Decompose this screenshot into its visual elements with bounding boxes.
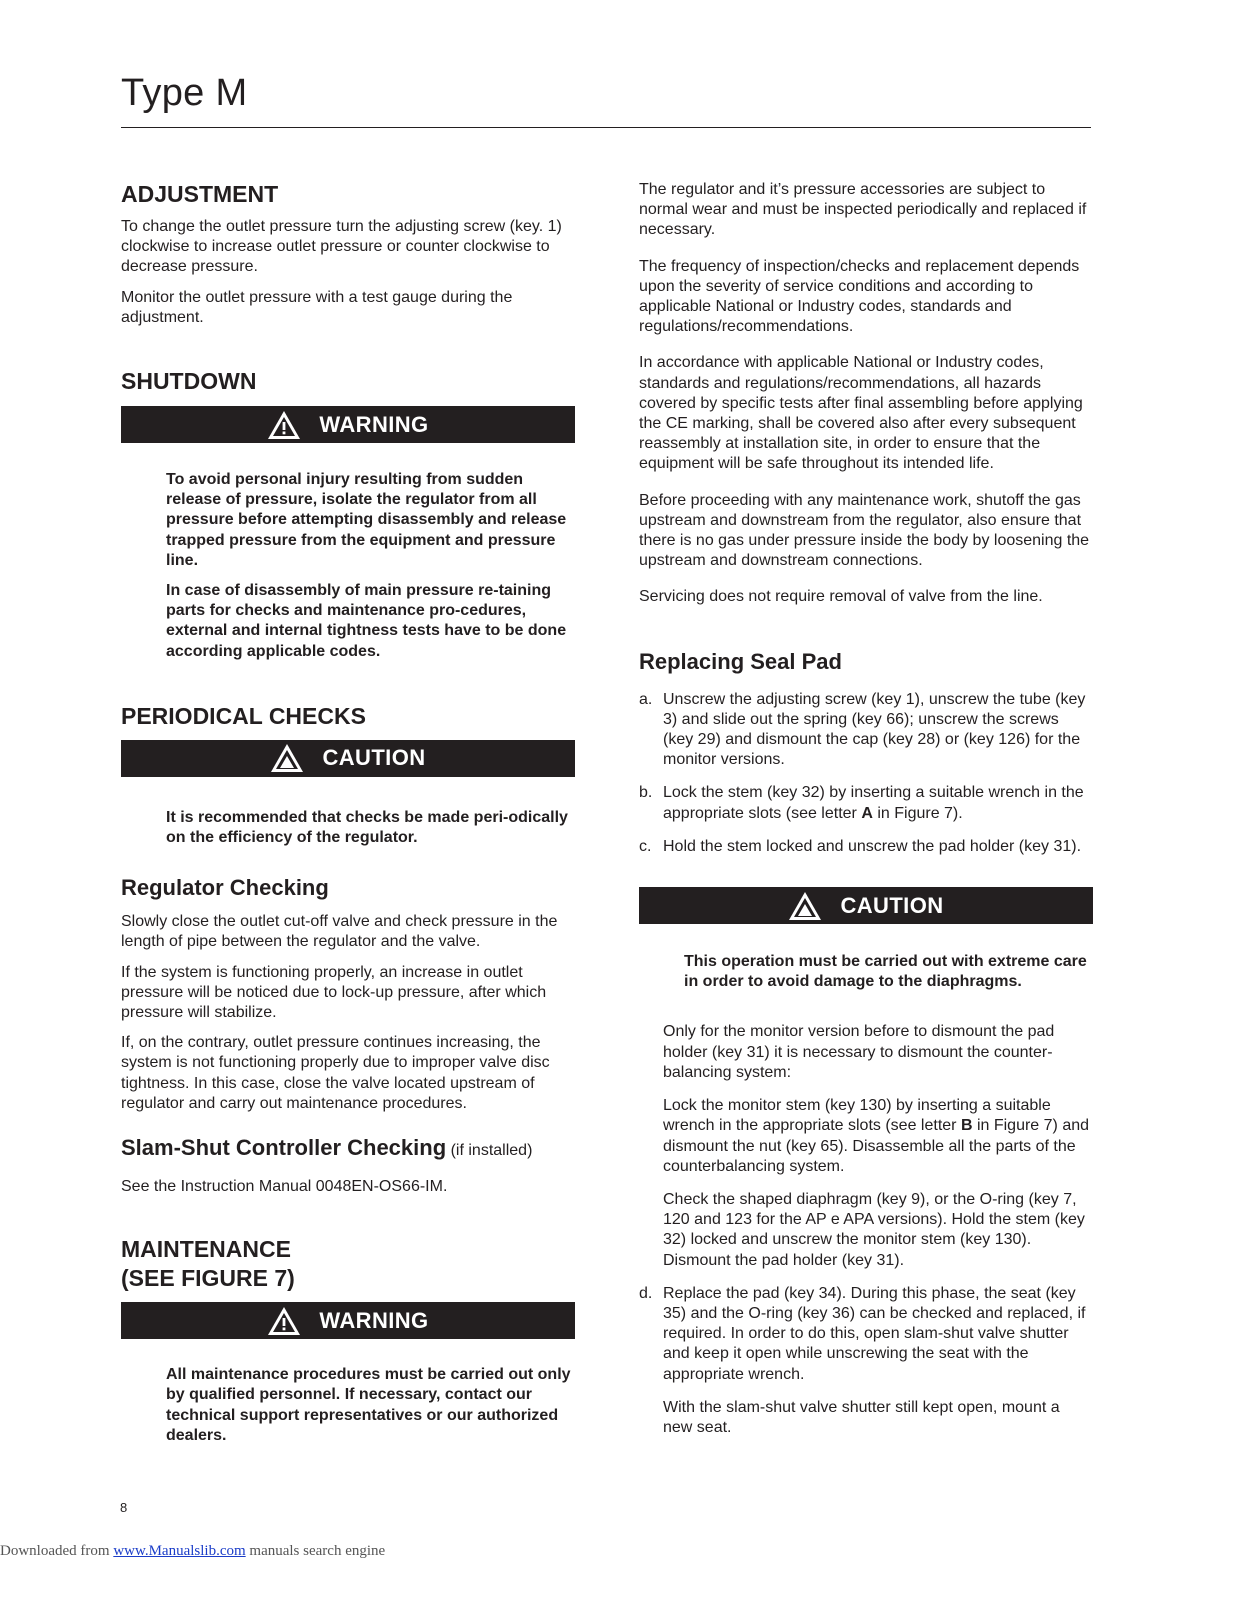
title-rule <box>121 127 1091 128</box>
maintenance-heading-line-2: (SEE FIGURE 7) <box>121 1265 295 1292</box>
caution-icon <box>270 743 304 773</box>
download-footer <box>0 1543 385 1560</box>
step-b-letter: A <box>861 804 873 822</box>
periodical-note: It is recommended that checks be made peri-odically on the efficiency of the regulator. <box>166 808 568 847</box>
page-number: 8 <box>120 1500 128 1515</box>
adjustment-paragraph-1: To change the outlet pressure turn the adjusting screw (key. 1) clockwise to increase outlet pressure or counter clockwise to decrease pressure. <box>121 218 562 276</box>
warning-label: WARNING <box>319 1307 429 1333</box>
monitor-paragraph-2 <box>663 1096 1093 1177</box>
shutdown-note-1: To avoid personal injury resulting from sudden release of pressure, isolate the regulator from all pressure before attempting disassembly and release trapped pressure from the equipment and pressure line. <box>166 471 567 569</box>
step-b <box>639 783 1093 823</box>
monitor-paragraph-2-letter: B <box>960 1117 973 1135</box>
page-title: Type M <box>121 72 248 114</box>
step-d <box>639 1284 1093 1385</box>
maintenance-paragraph-3: In accordance with applicable National or Industry codes, standards and regulations/recommendations, all hazards covered by specific tests after final assembling before applying the CE marking, shall be covered also after every subsequent reassembly at installation site, in order to ensure that the equipment will be safe throughout its intended life. <box>639 354 1083 473</box>
step-b-text-pre: Lock the stem (key 32) by inserting a suitable wrench in the appropriate slots (see letter <box>663 784 1084 822</box>
step-d-marker: d. <box>639 1284 653 1302</box>
warning-label: WARNING <box>319 411 429 437</box>
step-b-marker: b. <box>639 784 653 802</box>
regulator-checking-paragraph-1: Slowly close the outlet cut-off valve and check pressure in the length of pipe between the regulator and the valve. <box>121 913 558 951</box>
shutdown-note-2: In case of disassembly of main pressure re-taining parts for checks and maintenance pro-cedures, external and internal tightness tests have to be done according applicable codes. <box>166 582 567 660</box>
shutdown-warning-note <box>121 470 575 662</box>
step-c-marker: c. <box>639 837 652 855</box>
shutdown-warning-banner <box>121 406 575 443</box>
maintenance-warning-note <box>121 1365 575 1446</box>
manualslib-link[interactable]: www.Manualslib.com <box>113 1543 246 1559</box>
caution-label: CAUTION <box>322 745 426 771</box>
caution-label: CAUTION <box>840 892 944 918</box>
step-d-paragraph-2: With the slam-shut valve shutter still kept open, mount a new seat. <box>663 1398 1060 1436</box>
regulator-checking-paragraph-3: If, on the contrary, outlet pressure continues increasing, the system is not functioning properly due to improper valve disc tightness. In this case, close the valve located upstream of regulator and carry out maintenance procedures. <box>121 1034 550 1112</box>
warning-icon <box>267 1306 301 1336</box>
replacing-seal-pad-heading: Replacing Seal Pad <box>639 648 842 674</box>
right-column <box>639 180 1093 1448</box>
regulator-checking-heading: Regulator Checking <box>121 875 329 901</box>
slam-shut-heading-qualifier: (if installed) <box>446 1142 533 1160</box>
maintenance-paragraph-5: Servicing does not require removal of valve from the line. <box>639 588 1043 606</box>
seal-pad-caution-text: This operation must be carried out with extreme care in order to avoid damage to the diaphragms. <box>684 953 1087 991</box>
step-c <box>639 837 1093 857</box>
shutdown-heading: SHUTDOWN <box>121 368 257 395</box>
adjustment-paragraph-2: Monitor the outlet pressure with a test gauge during the adjustment. <box>121 288 513 326</box>
step-d-continuation <box>639 1398 1093 1438</box>
monitor-paragraph-3: Check the shaped diaphragm (key 9), or the O-ring (key 7, 120 and 123 for the AP e APA versions). Hold the stem (key 32) locked and unscrew the monitor stem (key 130). Dismount the pad holder (key 31). <box>663 1190 1085 1269</box>
step-b-text-post: in Figure 7). <box>872 804 963 822</box>
maintenance-heading <box>121 1235 575 1293</box>
step-a <box>639 690 1093 771</box>
maintenance-paragraph-4: Before proceeding with any maintenance work, shutoff the gas upstream and downstream from the regulator, also ensure that there is no gas under pressure inside the body by loosening the upstream and downstream connections. <box>639 491 1090 570</box>
maintenance-note: All maintenance procedures must be carried out only by qualified personnel. If necessary, contact our technical support representatives or our authorized dealers. <box>166 1366 571 1444</box>
footer-prefix: Downloaded from <box>0 1543 114 1559</box>
slam-shut-paragraph: See the Instruction Manual 0048EN-OS66-IM. <box>121 1178 448 1196</box>
step-a-marker: a. <box>639 690 653 708</box>
step-c-text: Hold the stem locked and unscrew the pad holder (key 31). <box>663 837 1082 855</box>
slam-shut-heading <box>121 1134 575 1165</box>
warning-icon <box>267 410 301 440</box>
monitor-paragraph-1: Only for the monitor version before to dismount the pad holder (key 31) it is necessary to dismount the counter-balancing system: <box>663 1023 1055 1081</box>
monitor-paragraph-2-pre: Lock the monitor stem (key 130) by inserting a suitable wrench in the appropriate slots (see letter <box>663 1097 1051 1135</box>
maintenance-paragraph-1: The regulator and it’s pressure accessories are subject to normal wear and must be inspected periodically and replaced if necessary. <box>639 181 1087 239</box>
regulator-checking-paragraph-2: If the system is functioning properly, an increase in outlet pressure will be noticed due to lock-up pressure, after which pressure will stabilize. <box>121 963 547 1022</box>
maintenance-heading-line-1: MAINTENANCE <box>121 1236 291 1263</box>
seal-pad-caution-note <box>639 952 1093 992</box>
seal-pad-caution-banner <box>639 887 1093 924</box>
step-d-text: Replace the pad (key 34). During this phase, the seat (key 35) and the O-ring (key 36) can be checked and replaced, if required. In order to do this, open slam-shut valve shutter and keep it open while unscrewing the seat with the appropriate wrench. <box>663 1284 1086 1383</box>
step-b-text <box>663 784 1084 821</box>
adjustment-heading: ADJUSTMENT <box>121 181 279 207</box>
maintenance-paragraph-2: The frequency of inspection/checks and replacement depends upon the severity of service conditions and according to applicable National or Industry codes, standards and regulations/recommendations. <box>639 257 1080 336</box>
monitor-version-instructions <box>639 1022 1093 1270</box>
slam-shut-heading-text: Slam-Shut Controller Checking <box>121 1135 447 1161</box>
footer-suffix: manuals search engine <box>245 1543 386 1559</box>
step-a-text: Unscrew the adjusting screw (key 1), unscrew the tube (key 3) and slide out the spring (key 66); unscrew the screws (key 29) and dismount the cap (key 28) or (key 126) for the monitor versions. <box>663 690 1086 769</box>
maintenance-warning-banner <box>121 1302 575 1339</box>
caution-icon <box>788 891 822 921</box>
periodical-caution-note <box>121 808 575 848</box>
periodical-caution-banner <box>121 740 575 777</box>
periodical-checks-heading: PERIODICAL CHECKS <box>121 702 366 729</box>
monitor-paragraph-2-post: in Figure 7) and dismount the nut (key 65). Disassemble all the parts of the counterbalancing system. <box>663 1117 1090 1175</box>
left-column <box>121 180 575 1456</box>
